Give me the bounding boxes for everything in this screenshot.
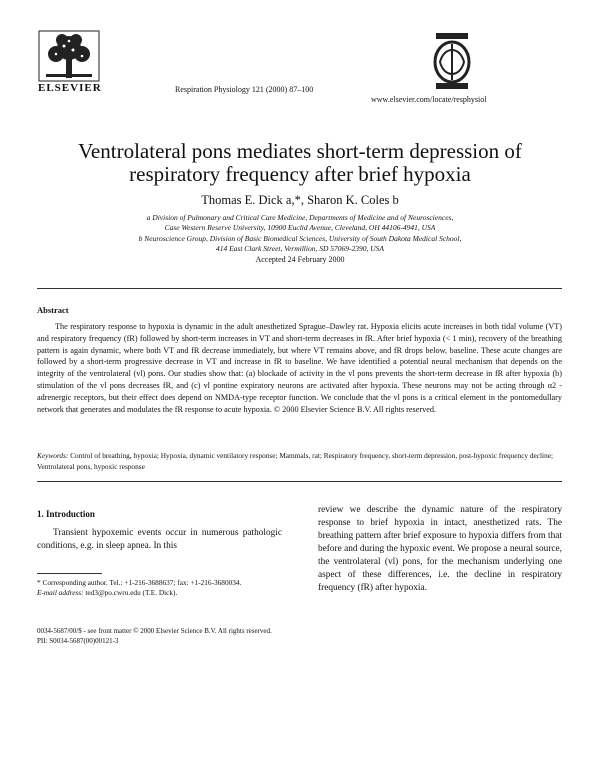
abstract-divider (37, 481, 562, 482)
affiliation-b-line-1: b Neuroscience Group, Division of Basic Biomedical Sciences, University of South Dakota Medical School, (138, 234, 462, 243)
pii-line: PII: S0034-5687(00)00121-3 (37, 637, 119, 645)
journal-cover-icon (432, 32, 472, 90)
corresponding-author: * Corresponding author. Tel.: +1-216-3688637; fax: +1-216-3680034. (37, 578, 242, 587)
title-line-2: respiratory frequency after brief hypoxia (129, 162, 471, 186)
keywords-label: Keywords: (37, 451, 69, 460)
introduction-right-column: review we describe the dynamic nature of the respiratory response to brief hypoxia in intact, anesthetized rats. The breathing pattern after brief exposure to hypoxia differs from that before and during the hypoxic event. We propose a neural source, the ventrolateral (vl) pons, for the mechanism underlying one aspect of these differences, i.e. the decline in respiratory frequency (fR) after hypoxia. (318, 505, 562, 593)
email-line (37, 588, 282, 598)
journal-reference: Respiration Physiology 121 (2000) 87–100 (175, 85, 314, 94)
introduction-left-column: Transient hypoxemic events occur in numerous pathologic conditions, e.g. in sleep apnea. In this (37, 528, 282, 551)
affiliation-a (0, 213, 600, 233)
abstract-text: The respiratory response to hypoxia is dynamic in the adult anesthetized Sprague–Dawley rat. Hypoxia elicits acute increases in both tidal volume (VT) and respiratory frequency (fR) followed by short-term increases in VT and short-term decreases in fR. After brief hypoxia (< 1 min), recovery of the breathing pattern is again dynamic, where both VT and fR decrease immediately, but where VT remains above, and fR drops below, baseline. These acute changes are followed by a short-term progressive decrease in VT and increase in fR to baseline. We have identified a potential neural mechanism that depends on the integrity of the ventrolateral (vl) pons. Our studies show that: (a) blockade of activity in the vl pons prevents the short-term decrease in fR after hypoxia (b) stimulation of the vl pons decreases fR, and (c) vl pontine expiratory neurons are activated after hypoxia. These neurons may not be acting through α2 -adrenergic receptors, but their effect does depend on NMDA-type receptor function. We conclude that the vl pons is a critical element in the pontomedullary network that generates and modulates the fR response to acute hypoxia. © 2000 Elsevier Science B.V. All rights reserved. (37, 322, 562, 414)
keywords-list: Control of breathing, hypoxia; Hypoxia, dynamic ventilatory response; Mammals, rat; Respiratory frequency, short-term depression, post-hypoxic frequency decline; Ventrolateral pons, hypoxic response (37, 451, 554, 471)
copyright-line: 0034-5687/00/$ - see front matter © 2000 Elsevier Science B.V. All rights reserved. (37, 627, 272, 635)
article-title (0, 140, 600, 186)
accepted-date: Accepted 24 February 2000 (255, 255, 345, 264)
footnote-divider (37, 573, 102, 574)
abstract-heading: Abstract (37, 305, 69, 315)
introduction-heading: 1. Introduction (37, 509, 95, 519)
author-list: Thomas E. Dick a,*, Sharon K. Coles b (201, 193, 399, 207)
keywords (37, 451, 562, 472)
affiliation-b (0, 234, 600, 254)
copyright-block (37, 626, 272, 646)
title-line-1: Ventrolateral pons mediates short-term depression of (78, 139, 522, 163)
email-address[interactable]: ted3@po.cwru.edu (T.E. Dick). (85, 588, 178, 597)
email-label: E-mail address: (37, 588, 84, 597)
publisher-name: ELSEVIER (38, 82, 102, 94)
journal-url[interactable]: www.elsevier.com/locate/resphysiol (371, 95, 487, 104)
affiliation-b-line-2: 414 East Clark Street, Vermillion, SD 57069-2390, USA (215, 244, 385, 253)
top-divider (37, 288, 562, 289)
footnote (37, 578, 282, 598)
affiliation-a-line-1: a Division of Pulmonary and Critical Care Medicine, Departments of Medicine and of Neurosciences, (146, 213, 454, 222)
affiliation-a-line-2: Case Western Reserve University, 10900 Euclid Avenue, Cleveland, OH 44106-4941, USA (164, 223, 436, 232)
